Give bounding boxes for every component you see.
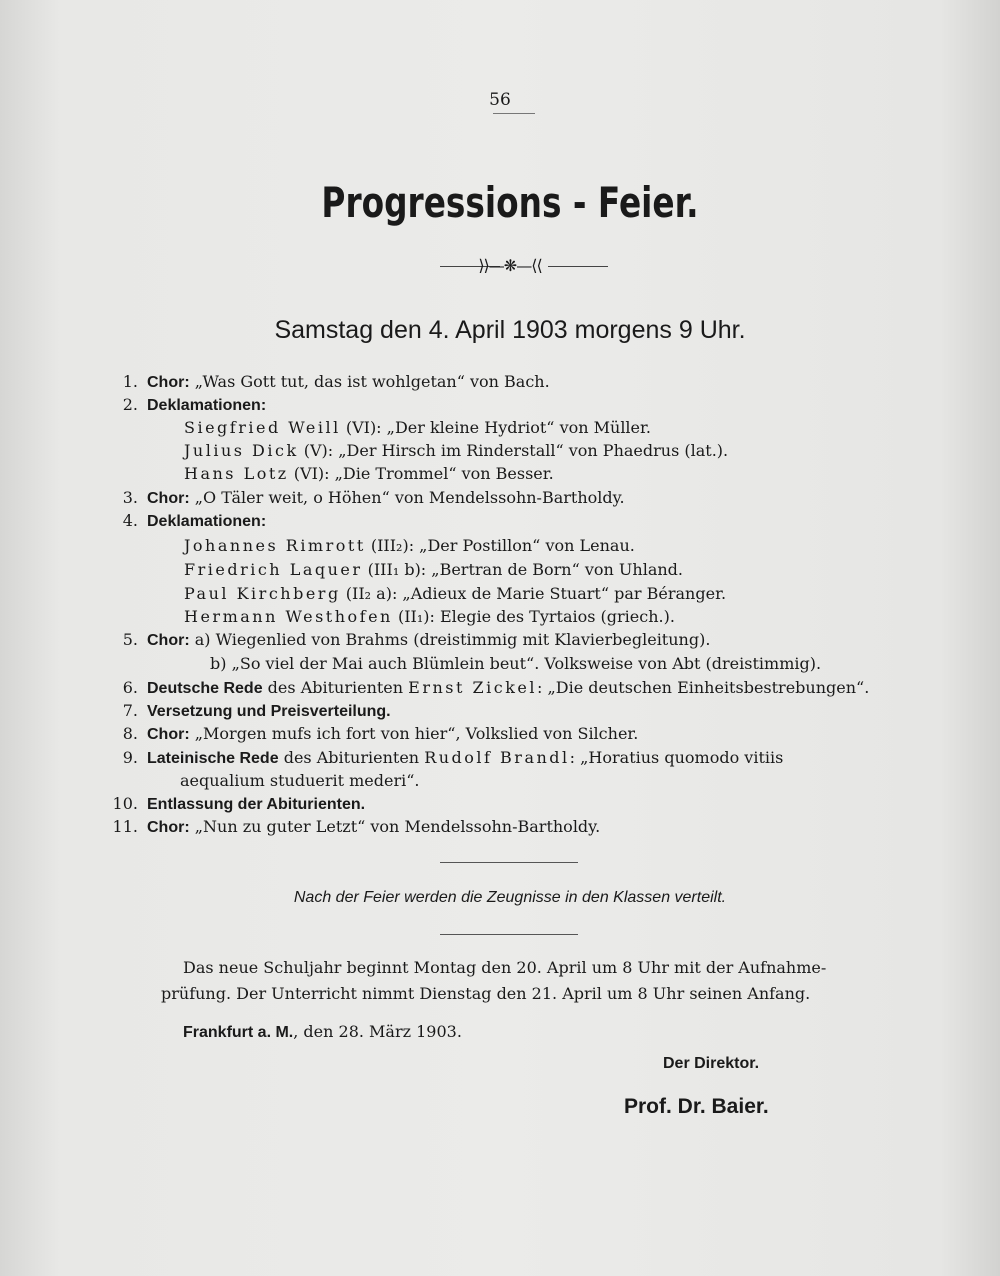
item-8	[147, 724, 638, 744]
item-5-b: b) „So viel der Mai auch Blümlein beut“. Volksweise von Abt (dreistimmig).	[210, 654, 822, 673]
item-1-label: Chor:	[147, 374, 190, 391]
paragraph-line-2: prüfung. Der Unterricht nimmt Dienstag den 21. April um 8 Uhr seinen Anfang.	[161, 984, 811, 1003]
page-number: 56	[489, 90, 511, 110]
performer-name: Paul Kirchberg	[184, 584, 341, 603]
ornament: ⟩⟩—❋—⟨⟨	[478, 256, 542, 275]
item-6-text: : „Die deutschen Einheitsbestrebungen“.	[537, 678, 870, 697]
item-1-text: „Was Gott tut, das ist wohlgetan“ von Bach.	[194, 372, 550, 391]
page-number-rule	[493, 113, 535, 114]
item-8-label: Chor:	[147, 726, 190, 743]
item-2	[147, 395, 266, 415]
item-4-sub-1	[184, 536, 635, 555]
item-5-label: Chor:	[147, 632, 190, 649]
item-2-sub-3	[184, 464, 554, 483]
signature-name: Prof. Dr. Baier.	[624, 1095, 769, 1118]
item-11-label: Chor:	[147, 819, 190, 836]
item-5	[147, 630, 710, 650]
performer-name: Johannes Rimrott	[184, 536, 366, 555]
item-4-sub-3	[184, 584, 726, 603]
performer-name: Siegfried Weill	[184, 418, 341, 437]
signature-role: Der Direktor.	[663, 1055, 760, 1072]
item-7-number: 7.	[122, 701, 138, 720]
item-5-number: 5.	[122, 630, 138, 649]
item-9-label: Lateinische Rede	[147, 750, 279, 767]
item-2-sub-1	[184, 418, 651, 437]
item-3-label: Chor:	[147, 490, 190, 507]
item-10	[147, 794, 365, 814]
item-2-sub-2	[184, 441, 728, 460]
item-9-continuation: aequalium studuerit mederi“.	[180, 771, 420, 790]
date: , den 28. März 1903.	[293, 1022, 462, 1041]
ornament-rule-right	[548, 266, 608, 267]
item-6-number: 6.	[122, 678, 138, 697]
divider-upper	[440, 862, 578, 863]
item-6	[147, 678, 869, 698]
item-4-sub-2	[184, 560, 683, 579]
item-4	[147, 511, 266, 531]
performer-name: Friedrich Laquer	[184, 560, 363, 579]
performer-name: Hans Lotz	[184, 464, 289, 483]
place-date	[183, 1022, 462, 1042]
speaker-name: Ernst Zickel	[408, 678, 538, 697]
speaker-name: Rudolf Brandl	[424, 748, 570, 767]
item-7-label: Versetzung und Preisverteilung.	[147, 703, 391, 720]
item-7	[147, 701, 391, 721]
item-3-text: „O Täler weit, o Höhen“ von Mendelssohn-Bartholdy.	[194, 488, 625, 507]
item-9-number: 9.	[122, 748, 138, 767]
item-1-number: 1.	[122, 372, 138, 391]
recitation-text: (II₂ a): „Adieux de Marie Stuart“ par Béranger.	[340, 584, 727, 603]
item-2-number: 2.	[122, 395, 138, 414]
item-3	[147, 488, 625, 508]
item-11-number: 11.	[112, 817, 138, 836]
divider-lower	[440, 934, 578, 935]
item-4-number: 4.	[122, 511, 138, 530]
item-6-label: Deutsche Rede	[147, 680, 263, 697]
recitation-text: (VI): „Die Trommel“ von Besser.	[288, 464, 554, 483]
item-8-text: „Morgen mufs ich fort von hier“, Volkslied von Silcher.	[194, 724, 639, 743]
item-10-label: Entlassung der Abiturienten.	[147, 796, 366, 813]
item-1	[147, 372, 550, 392]
paragraph-line-1: Das neue Schuljahr beginnt Montag den 20. April um 8 Uhr mit der Aufnahme-	[183, 958, 827, 977]
date-line: Samstag den 4. April 1903 morgens 9 Uhr.	[274, 316, 746, 344]
recitation-text: (II₁): Elegie des Tyrtaios (griech.).	[392, 607, 675, 626]
item-9-text: : „Horatius quomodo vitiis	[569, 748, 784, 767]
recitation-text: (V): „Der Hirsch im Rinderstall“ von Phaedrus (lat.).	[298, 441, 729, 460]
recitation-text: (VI): „Der kleine Hydriot“ von Müller.	[340, 418, 651, 437]
performer-name: Hermann Westhofen	[184, 607, 393, 626]
recitation-text: (III₂): „Der Postillon“ von Lenau.	[365, 536, 635, 555]
item-4-sub-4	[184, 607, 675, 626]
performer-name: Julius Dick	[184, 441, 299, 460]
item-8-number: 8.	[122, 724, 138, 743]
item-9	[147, 748, 783, 768]
item-4-label: Deklamationen:	[147, 513, 267, 530]
item-11-text: „Nun zu guter Letzt“ von Mendelssohn-Bartholdy.	[194, 817, 601, 836]
page-title: Progressions - Feier.	[321, 178, 699, 227]
item-11	[147, 817, 600, 837]
place: Frankfurt a. M.	[183, 1024, 294, 1041]
item-3-number: 3.	[122, 488, 138, 507]
item-6-pre: des Abiturienten	[262, 678, 409, 697]
item-2-label: Deklamationen:	[147, 397, 267, 414]
item-5-text: a) Wiegenlied von Brahms (dreistimmig mit Klavierbegleitung).	[194, 630, 711, 649]
item-9-pre: des Abiturienten	[278, 748, 425, 767]
item-10-number: 10.	[112, 794, 138, 813]
closing-note: Nach der Feier werden die Zeugnisse in den Klassen verteilt.	[293, 889, 727, 906]
recitation-text: (III₁ b): „Bertran de Born“ von Uhland.	[362, 560, 683, 579]
